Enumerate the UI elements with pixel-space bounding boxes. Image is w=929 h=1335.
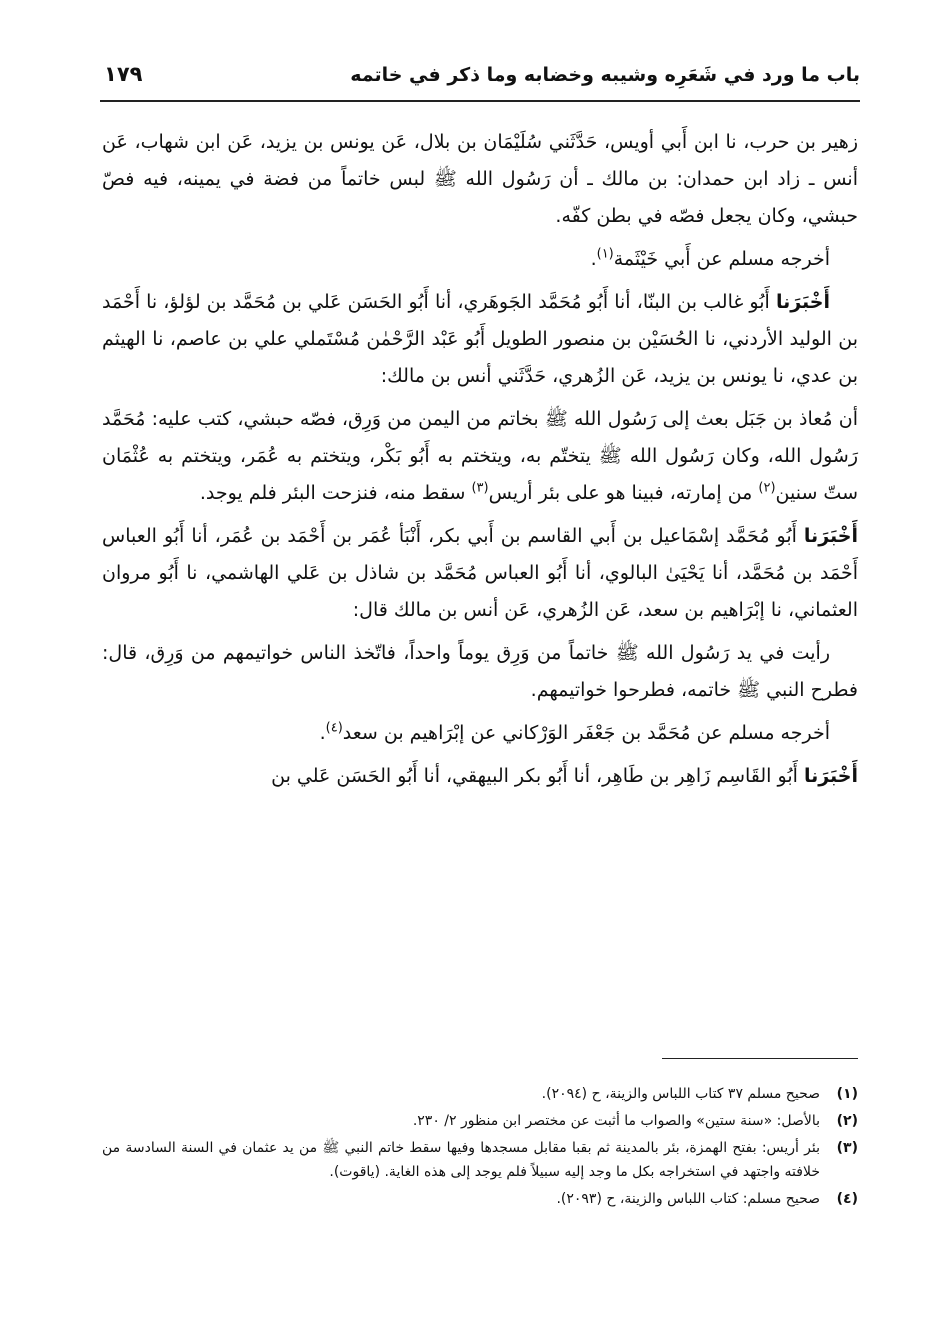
paragraph-4-text-b: من إمارته، فبينا هو على بئر أريس (488, 482, 753, 504)
footnote-ref-1[interactable]: (١) (596, 246, 614, 262)
footnote-ref-4[interactable]: (٤) (325, 720, 343, 736)
header-rule (100, 100, 860, 102)
footnote-number: (١) (836, 1086, 858, 1102)
paragraph-1 (102, 124, 858, 235)
footnote-item (102, 1109, 858, 1133)
footnote-item (102, 1136, 858, 1184)
paragraph-2-text: أخرجه مسلم عن أَبي خَيْثَمة (613, 248, 830, 270)
paragraph-3 (102, 284, 858, 395)
paragraph-1-text: زهير بن حرب، نا ابن أَبي أويس، حَدَّثَني سُلَيْمَان بن بلال، عَن يونس بن يزيد، عَن ابن شهاب، عَن أنس ـ زاد ابن حمدان: بن مالك ـ أن رَسُول الله ﷺ لبس خاتماً من فضة في يمينه، فيه فصّ حبشي، وكان يجعل فصّه في بطن كفّه. (102, 131, 858, 227)
akhbarana-lead: أَخْبَرَنا (775, 291, 830, 313)
footnote-item (102, 1082, 858, 1106)
akhbarana-lead: أَخْبَرَنا (803, 765, 858, 787)
page-header (100, 62, 860, 96)
footnote-number: (٤) (836, 1191, 858, 1207)
paragraph-2 (102, 241, 858, 278)
paragraph-7 (102, 715, 858, 752)
paragraph-2-end: . (590, 248, 597, 270)
footnotes (102, 1082, 858, 1214)
footnote-text: صحيح مسلم: كتاب اللباس والزينة، ح (٢٠٩٣). (556, 1191, 820, 1207)
footnote-text: بئر أريس: بفتح الهمزة، بئر بالمدينة ثم بقبا مقابل مسجدها وفيها سقط خاتم النبي ﷺ من يد عثمان في السنة السادسة من خلافته واجتهد في استخراجه بكل ما وجد إليه سبيلاً فلم يوجد إلى هذه الغاية. (ياقوت). (102, 1140, 820, 1180)
paragraph-3-text: أَبُو غالب بن البنّا، أنا أَبُو مُحَمَّد الجَوهَري، أنا أَبُو الحَسَن عَلي بن مُحَمَّد بن لؤلؤ، نا أَحْمَد بن الوليد الأردني، نا الحُسَيْن بن منصور الطويل أَبُو عَبْد الرَّحْمٰن مُسْتَملي علي بن عاصم، نا الهيثم بن عدي، نا يونس بن يزيد، عَن الزُهري، حَدَّثَني أنس بن مالك: (102, 291, 858, 387)
paragraph-5 (102, 518, 858, 629)
footnote-number: (٢) (836, 1113, 858, 1129)
main-text (102, 124, 858, 801)
footnote-item (102, 1187, 858, 1211)
footnote-ref-2[interactable]: (٢) (758, 480, 776, 496)
paragraph-7-end: . (319, 722, 326, 744)
paragraph-4 (102, 401, 858, 512)
paragraph-7-text: أخرجه مسلم عن مُحَمَّد بن جَعْفَر الوَرْكاني عن إبْرَاهيم بن سعد (342, 722, 830, 744)
paragraph-4-text-a: أن مُعاذ بن جَبَل بعث إلى رَسُول الله ﷺ بخاتم من اليمن من وَرِق، فصّه حبشي، كتب عليه: مُحَمَّد رَسُول الله، وكان رَسُول الله ﷺ يتختّم به، ويتختم به أَبُو بَكْر، ويتختم به عُمَر، ويتختم به عُثْمَان ستّ سنين (102, 408, 858, 504)
footnote-text: صحيح مسلم ٣٧ كتاب اللباس والزينة، ح (٢٠٩٤). (541, 1086, 820, 1102)
paragraph-4-text-c: سقط منه، فنزحت البئر فلم يوجد. (199, 482, 466, 504)
footnote-number: (٣) (836, 1140, 858, 1156)
footnote-ref-3[interactable]: (٣) (471, 480, 489, 496)
footnote-text: بالأصل: «سنة ستين» والصواب ما أثبت عن مختصر ابن منظور ٢/ ٢٣٠. (412, 1113, 820, 1129)
akhbarana-lead: أَخْبَرَنا (803, 525, 858, 547)
paragraph-8 (102, 758, 858, 795)
footnote-separator (662, 1058, 858, 1059)
paragraph-6 (102, 635, 858, 709)
paragraph-8-text: أَبُو القَاسِم زَاهِر بن طَاهِر، أنا أَبُو بكر البيهقي، أنا أَبُو الحَسَن عَلي بن (271, 765, 798, 787)
page-number: ١٧٩ (104, 62, 143, 86)
paragraph-6-text: رأيت في يد رَسُول الله ﷺ خاتماً من وَرِق يوماً واحداً، فاتّخذ الناس خواتيمهم من وَرِق، قال: فطرح النبي ﷺ خاتمه، فطرحوا خواتيمهم. (102, 642, 858, 701)
paragraph-5-text: أَبُو مُحَمَّد إسْمَاعيل بن أَبي القاسم بن أَبي بكر، أَنْبَأ عُمَر بن أَحْمَد بن عُمَر، أنا أَبُو العباس أَحْمَد بن مُحَمَّد، أنا يَحْيَىٰ البالوي، أنا أَبُو العباس مُحَمَّد بن شاذل بن عَلي الهاشمي، نا أَبُو مروان العثماني، نا إبْرَاهيم بن سعد، عَن الزُهري، عَن أنس بن مالك قال: (102, 525, 858, 621)
running-title: باب ما ورد في شَعَرِه وشيبه وخضابه وما ذكر في خاتمه (350, 64, 860, 86)
